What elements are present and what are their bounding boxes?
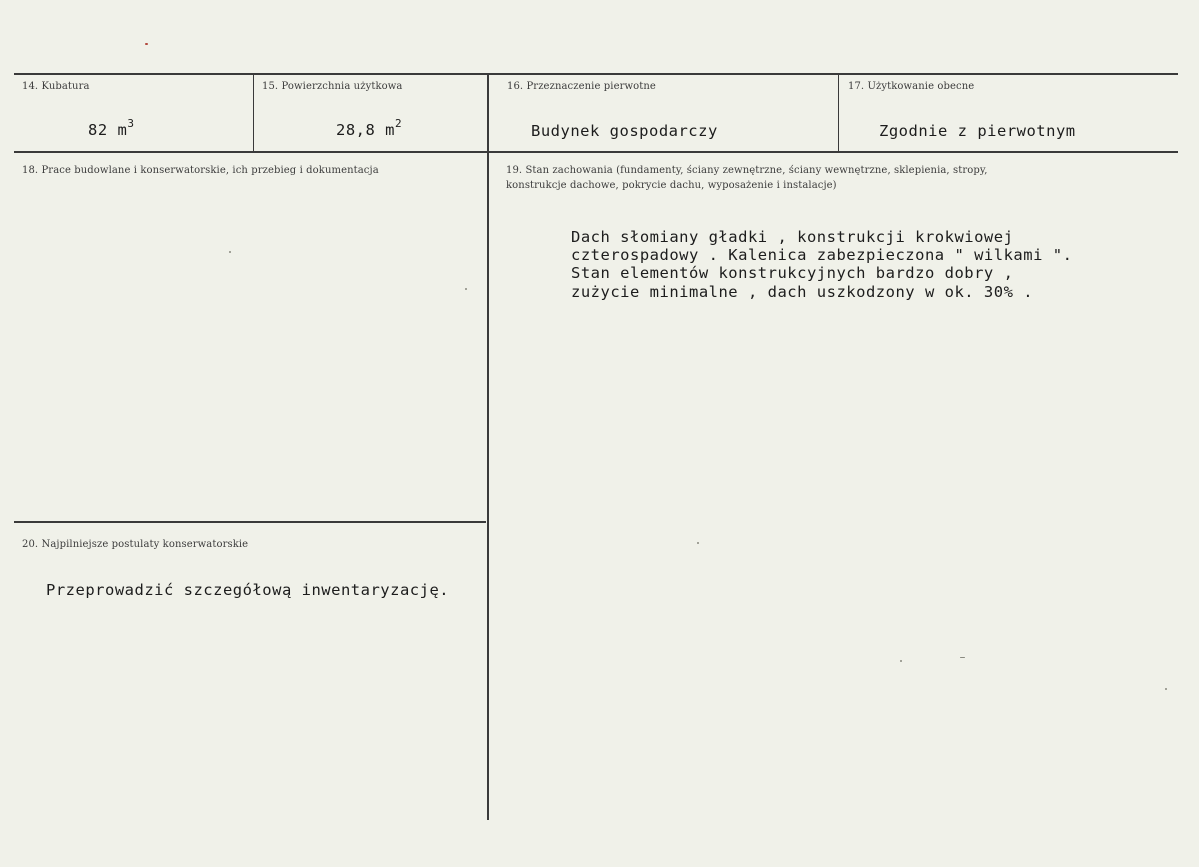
field-15-label: 15. Powierzchnia użytkowa <box>262 81 403 92</box>
paper-speck <box>465 288 467 290</box>
field-16-value: Budynek gospodarczy <box>531 122 718 140</box>
top-rule <box>14 73 1178 75</box>
field-15-exponent: 2 <box>395 117 403 130</box>
paper-speck <box>1165 688 1167 690</box>
field-14-label: 14. Kubatura <box>22 81 90 92</box>
field-19-label-line-1: 19. Stan zachowania (fundamenty, ściany zewnętrzne, ściany wewnętrzne, sklepienia, stropy, <box>506 165 988 176</box>
field-19-text-line-1: Dach słomiany gładki , konstrukcji krokwiowej <box>571 228 1014 246</box>
field-17-value: Zgodnie z pierwotnym <box>879 122 1076 140</box>
field-19-text-line-4: zużycie minimalne , dach uszkodzony w ok. 30% . <box>571 283 1034 301</box>
field-17-label: 17. Użytkowanie obecne <box>848 81 975 92</box>
field-14-value: 82 $m^3$ <box>88 117 135 139</box>
field-19-text-line-2: czterospadowy . Kalenica zabezpieczona " wilkami ". <box>571 246 1073 264</box>
field-16-label: 16. Przeznaczenie pierwotne <box>507 81 656 92</box>
field-20-value: Przeprowadzić szczegółową inwentaryzację. <box>46 581 450 599</box>
divider-16-17 <box>838 74 839 152</box>
field-19-text-line-3: Stan elementów konstrukcyjnych bardzo dobry , <box>571 264 1014 282</box>
field-18-label: 18. Prace budowlane i konserwatorskie, ich przebieg i dokumentacja <box>22 165 379 176</box>
field-19-label-line-2: konstrukcje dachowe, pokrycie dachu, wyposażenie i instalacje) <box>506 180 837 191</box>
paper-speck <box>900 660 902 662</box>
field-15-value: 28,8 $m^2$ <box>336 117 403 139</box>
field-20-label: 20. Najpilniejsze postulaty konserwatorskie <box>22 539 249 550</box>
paper-speck <box>229 251 231 253</box>
paper-speck <box>960 657 965 658</box>
field-14-exponent: 3 <box>127 117 135 130</box>
paper-speck <box>697 542 699 544</box>
row-rule-2 <box>14 521 486 523</box>
divider-14-15 <box>253 74 254 152</box>
red-ink-mark <box>145 43 148 45</box>
row-rule-1 <box>14 151 1178 153</box>
divider-main <box>487 74 489 820</box>
